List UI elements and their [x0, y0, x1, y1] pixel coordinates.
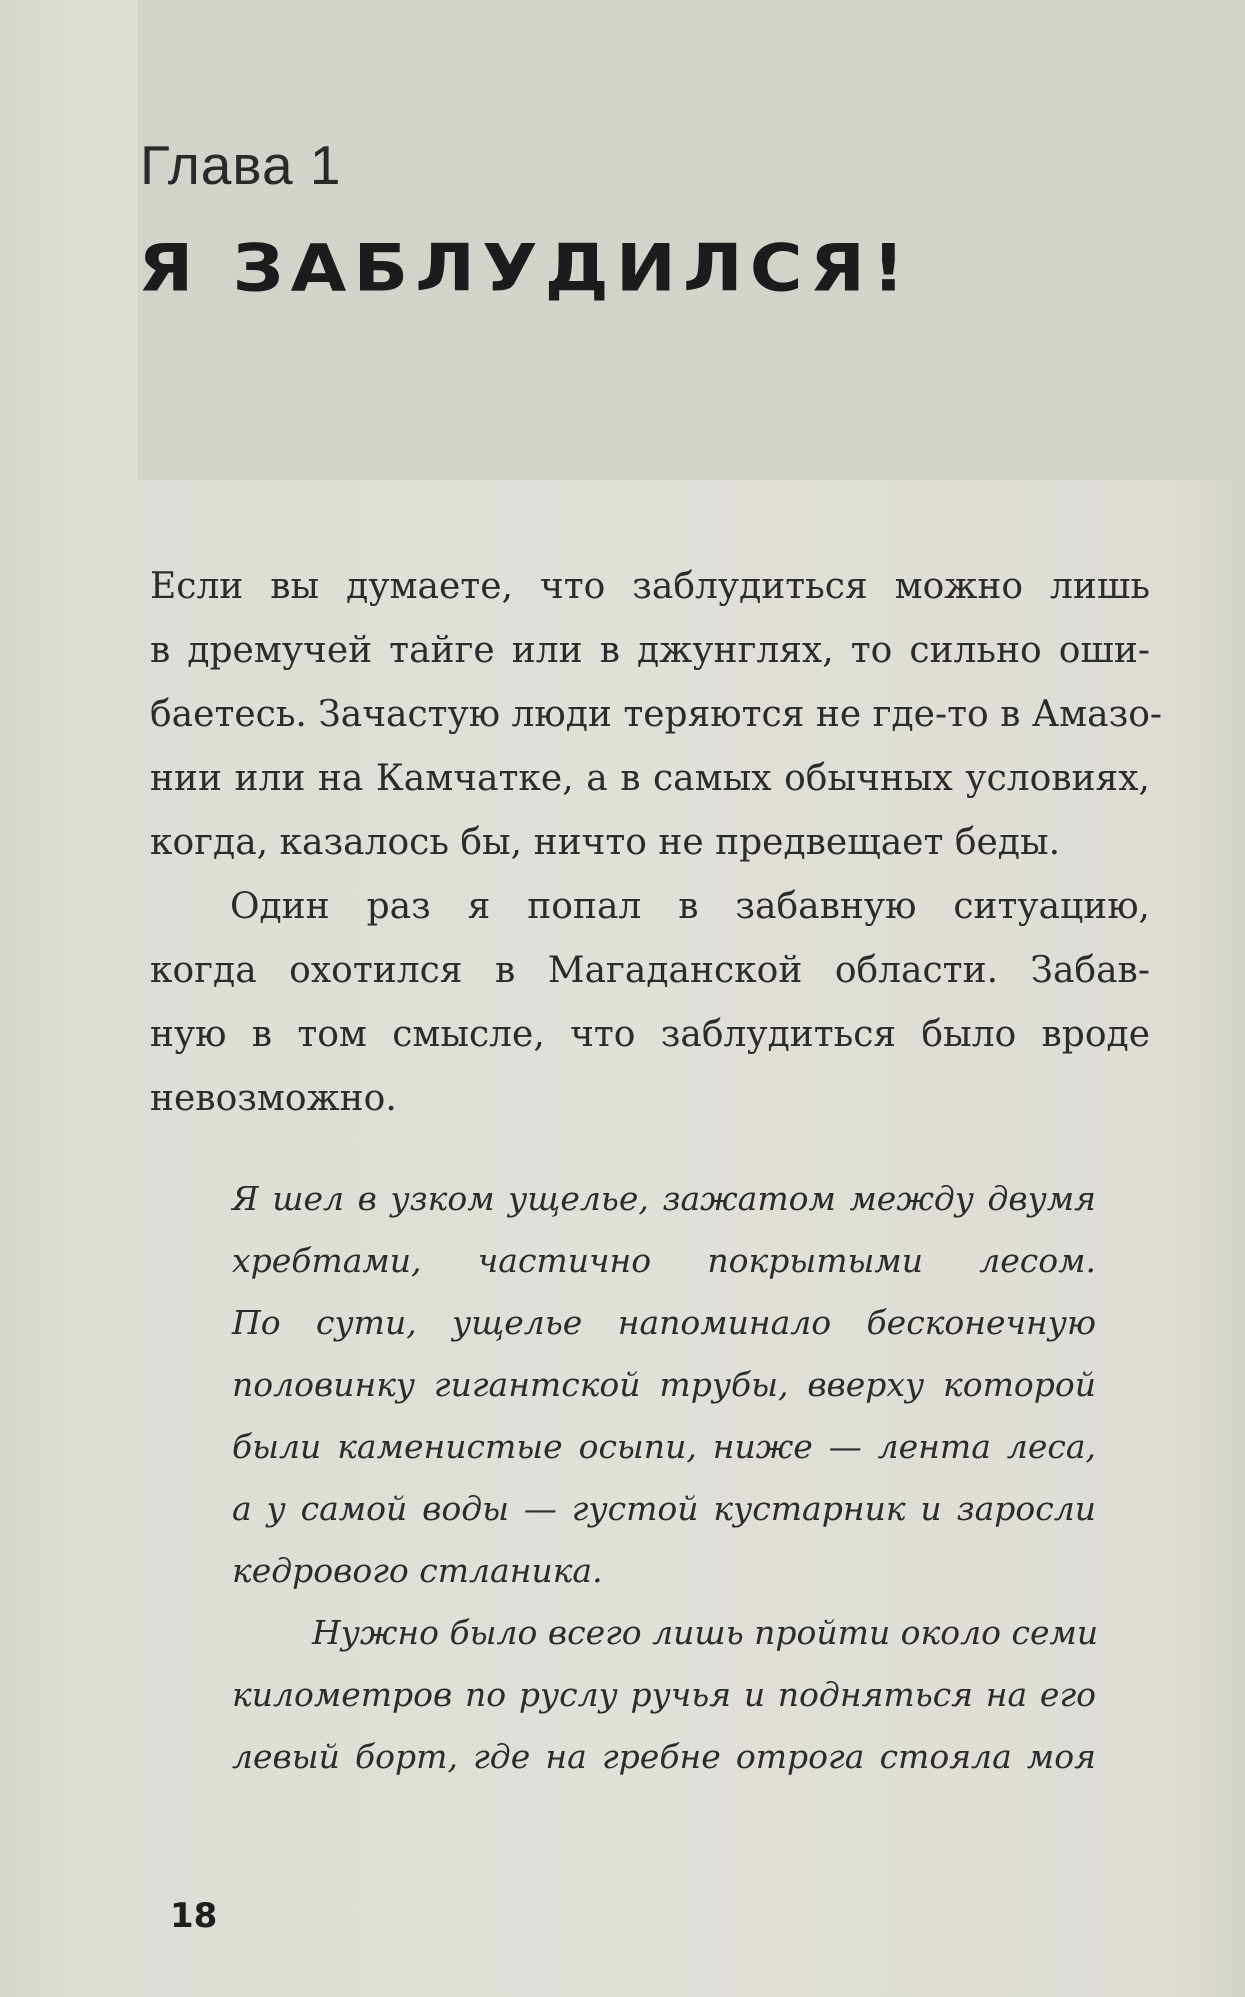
body-line: Если вы думаете, что заблудиться можно лишь	[150, 566, 1150, 607]
quote-line: По сути, ущелье напоминало бесконечную	[232, 1303, 1096, 1342]
body-text	[150, 555, 1163, 1131]
body-line: нии или на Камчатке, а в самых обычных условиях,	[150, 758, 1150, 799]
quote-line: хребтами, частично покрытыми лесом.	[232, 1241, 1096, 1280]
quote-line: кедрового стланика.	[232, 1551, 603, 1590]
quote-line: были каменистые осыпи, ниже — лента леса,	[232, 1427, 1096, 1466]
quote-line: Нужно было всего лишь пройти около семи	[312, 1613, 1099, 1652]
quote-line: километров по руслу ручья и подняться на его	[232, 1675, 1096, 1714]
body-line: Один раз я попал в забавную ситуацию,	[230, 886, 1150, 927]
page-number: 18	[170, 1896, 218, 1936]
quote-line: левый борт, где на гребне отрога стояла моя	[232, 1737, 1096, 1776]
quote-block	[232, 1168, 1099, 1788]
chapter-title: Я ЗАБЛУДИЛСЯ!	[138, 230, 912, 306]
body-line: невозможно.	[150, 1078, 397, 1119]
quote-line: половинку гигантской трубы, вверху которой	[232, 1365, 1096, 1404]
chapter-label: Глава 1	[140, 134, 342, 196]
quote-line: Я шел в узком ущелье, зажатом между двумя	[232, 1179, 1096, 1218]
body-line: баетесь. Зачастую люди теряются не где-то в Амазо-	[150, 694, 1163, 735]
body-line: ную в том смысле, что заблудиться было вроде	[150, 1014, 1150, 1055]
body-line: в дремучей тайге или в джунглях, то сильно оши-	[150, 630, 1150, 671]
body-line: когда, казалось бы, ничто не предвещает беды.	[150, 822, 1061, 863]
body-line: когда охотился в Магаданской области. Забав-	[150, 950, 1150, 991]
quote-line: а у самой воды — густой кустарник и заросли	[232, 1489, 1096, 1528]
